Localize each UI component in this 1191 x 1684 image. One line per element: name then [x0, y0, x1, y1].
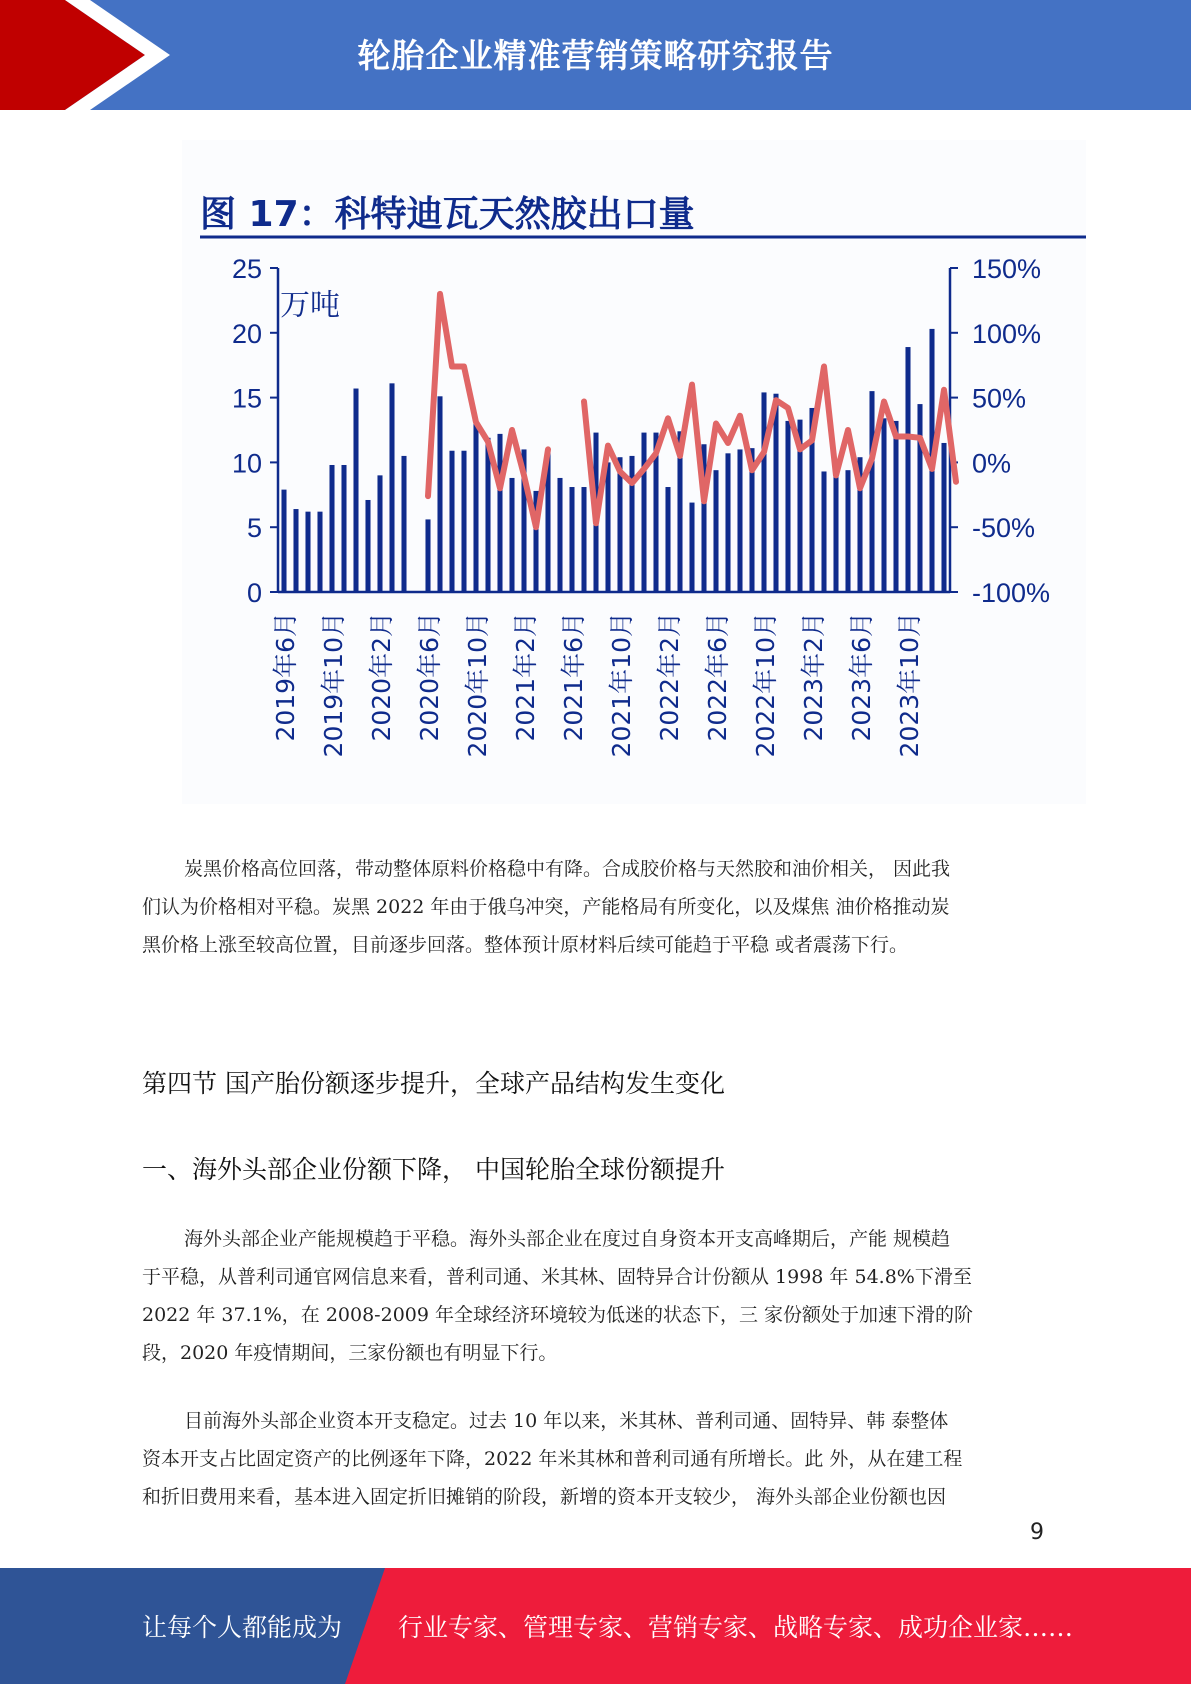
- header-title: 轮胎企业精准营销策略研究报告: [357, 36, 834, 75]
- chart-bar: [641, 433, 646, 592]
- chart-bar: [893, 421, 898, 592]
- left-tick-label: 20: [231, 318, 262, 349]
- right-tick-label: 100%: [972, 318, 1042, 349]
- chart-bar: [833, 470, 838, 592]
- right-tick-label: 50%: [972, 383, 1027, 414]
- chart-bar: [329, 465, 334, 592]
- x-tick-label: 2019年6月: [271, 612, 300, 742]
- x-tick-label: 2021年10月: [607, 612, 636, 758]
- right-tick-label: -50%: [972, 513, 1036, 544]
- chart-bar: [557, 478, 562, 592]
- chart-bar: [353, 389, 358, 592]
- footer-left-text: 让每个人都能成为: [142, 1613, 343, 1642]
- x-tick-label: 2023年10月: [895, 612, 924, 758]
- x-tick-label: 2020年10月: [463, 612, 492, 758]
- chart-bar: [629, 456, 634, 592]
- figure-chart: [182, 140, 1086, 804]
- chart-bar: [761, 392, 766, 592]
- chart-bar: [689, 503, 694, 592]
- paragraph-line: 段，2020 年疫情期间，三家份额也有明显下行。: [142, 1342, 558, 1364]
- right-tick-label: 150%: [972, 254, 1042, 284]
- x-tick-label: 2022年6月: [703, 612, 732, 742]
- footer-right-text: 行业专家、管理专家、营销专家、战略专家、成功企业家……: [398, 1613, 1074, 1642]
- paragraph-line: 目前海外头部企业资本开支稳定。过去 10 年以来，米其林、普利司通、固特异、韩 泰整体: [184, 1410, 949, 1432]
- chart-bar: [917, 404, 922, 592]
- chart-bar: [785, 421, 790, 592]
- chart-bar: [449, 451, 454, 592]
- x-tick-label: 2021年2月: [511, 612, 540, 742]
- chart-bar: [401, 456, 406, 592]
- chart-bar: [821, 471, 826, 592]
- yoy-growth-line: [584, 367, 956, 524]
- chart-bar: [497, 434, 502, 592]
- x-tick-label: 2019年10月: [319, 612, 348, 758]
- left-tick-label: 10: [231, 448, 262, 479]
- chart-bar: [617, 457, 622, 592]
- paragraph-line: 和折旧费用来看，基本进入固定折旧摊销的阶段，新增的资本开支较少， 海外头部企业份额也因: [142, 1486, 947, 1508]
- paragraph-2: [142, 1220, 1050, 1372]
- right-tick-label: -100%: [972, 578, 1051, 608]
- chart-bar: [605, 462, 610, 592]
- chart-bar: [305, 512, 310, 592]
- chart-bar: [725, 453, 730, 592]
- chart-bar: [317, 512, 322, 592]
- chart-bar: [341, 465, 346, 592]
- x-tick-label: 2022年2月: [655, 612, 684, 742]
- page-header: [0, 0, 1191, 110]
- x-tick-label: 2020年2月: [367, 612, 396, 742]
- chart-bar: [485, 438, 490, 592]
- paragraph-line: 们认为价格相对平稳。炭黑 2022 年由于俄乌冲突，产能格局有所变化，以及煤焦 油价格推动炭: [142, 896, 950, 918]
- left-tick-label: 25: [231, 254, 262, 284]
- left-tick-label: 15: [231, 383, 262, 414]
- chart-bar: [665, 487, 670, 592]
- x-tick-label: 2023年6月: [847, 612, 876, 742]
- paragraph-line: 黑价格上涨至较高位置，目前逐步回落。整体预计原材料后续可能趋于平稳 或者震荡下行。: [142, 934, 909, 956]
- chart-bar: [281, 490, 286, 592]
- paragraph-line: 资本开支占比固定资产的比例逐年下降，2022 年米其林和普利司通有所增长。此 外，从在建工程: [142, 1448, 963, 1470]
- x-tick-label: 2022年10月: [751, 612, 780, 758]
- chart-bar: [581, 487, 586, 592]
- chart-bar: [869, 391, 874, 592]
- chart-bar: [425, 519, 430, 592]
- chart-svg: [182, 140, 1086, 804]
- chart-bar: [845, 470, 850, 592]
- x-tick-label: 2020年6月: [415, 612, 444, 742]
- chart-title: 图 17：科特迪瓦天然胶出口量: [200, 194, 695, 235]
- left-tick-label: 5: [246, 513, 262, 544]
- page-number: 9: [1030, 1520, 1044, 1545]
- x-tick-label: 2021年6月: [559, 612, 588, 742]
- left-tick-label: 0: [246, 578, 262, 608]
- chart-bar: [365, 500, 370, 592]
- chart-bar: [389, 383, 394, 592]
- chart-bar: [473, 424, 478, 592]
- sub-heading: 一、海外头部企业份额下降， 中国轮胎全球份额提升: [142, 1155, 725, 1184]
- chart-bar: [293, 509, 298, 592]
- chart-bar: [437, 396, 442, 592]
- right-tick-label: 0%: [972, 448, 1012, 479]
- paragraph-line: 炭黑价格高位回落，带动整体原料价格稳中有降。合成胶价格与天然胶和油价相关， 因此我: [184, 858, 951, 880]
- paragraph-line: 海外头部企业产能规模趋于平稳。海外头部企业在度过自身资本开支高峰期后，产能 规模趋: [184, 1228, 951, 1250]
- x-tick-label: 2023年2月: [799, 612, 828, 742]
- chart-bar: [509, 478, 514, 592]
- chart-bar: [941, 443, 946, 592]
- paragraph-1: [142, 850, 1050, 964]
- chart-bar: [713, 470, 718, 592]
- unit-label: 万吨: [280, 288, 340, 323]
- chart-bar: [905, 347, 910, 592]
- chart-bar: [881, 418, 886, 592]
- chart-bar: [461, 451, 466, 592]
- section-heading: 第四节 国产胎份额逐步提升，全球产品结构发生变化: [142, 1069, 725, 1098]
- paragraph-line: 于平稳，从普利司通官网信息来看，普利司通、米其林、固特异合计份额从 1998 年 54.8%下滑至: [142, 1266, 972, 1288]
- chart-bar: [377, 475, 382, 592]
- chart-bar: [737, 449, 742, 592]
- chart-bar: [773, 394, 778, 592]
- page-footer: [0, 1568, 1191, 1684]
- chart-bar: [569, 487, 574, 592]
- paragraph-line: 2022 年 37.1%，在 2008-2009 年全球经济环境较为低迷的状态下，三 家份额处于加速下滑的阶: [142, 1304, 974, 1326]
- paragraph-3: [142, 1402, 1050, 1516]
